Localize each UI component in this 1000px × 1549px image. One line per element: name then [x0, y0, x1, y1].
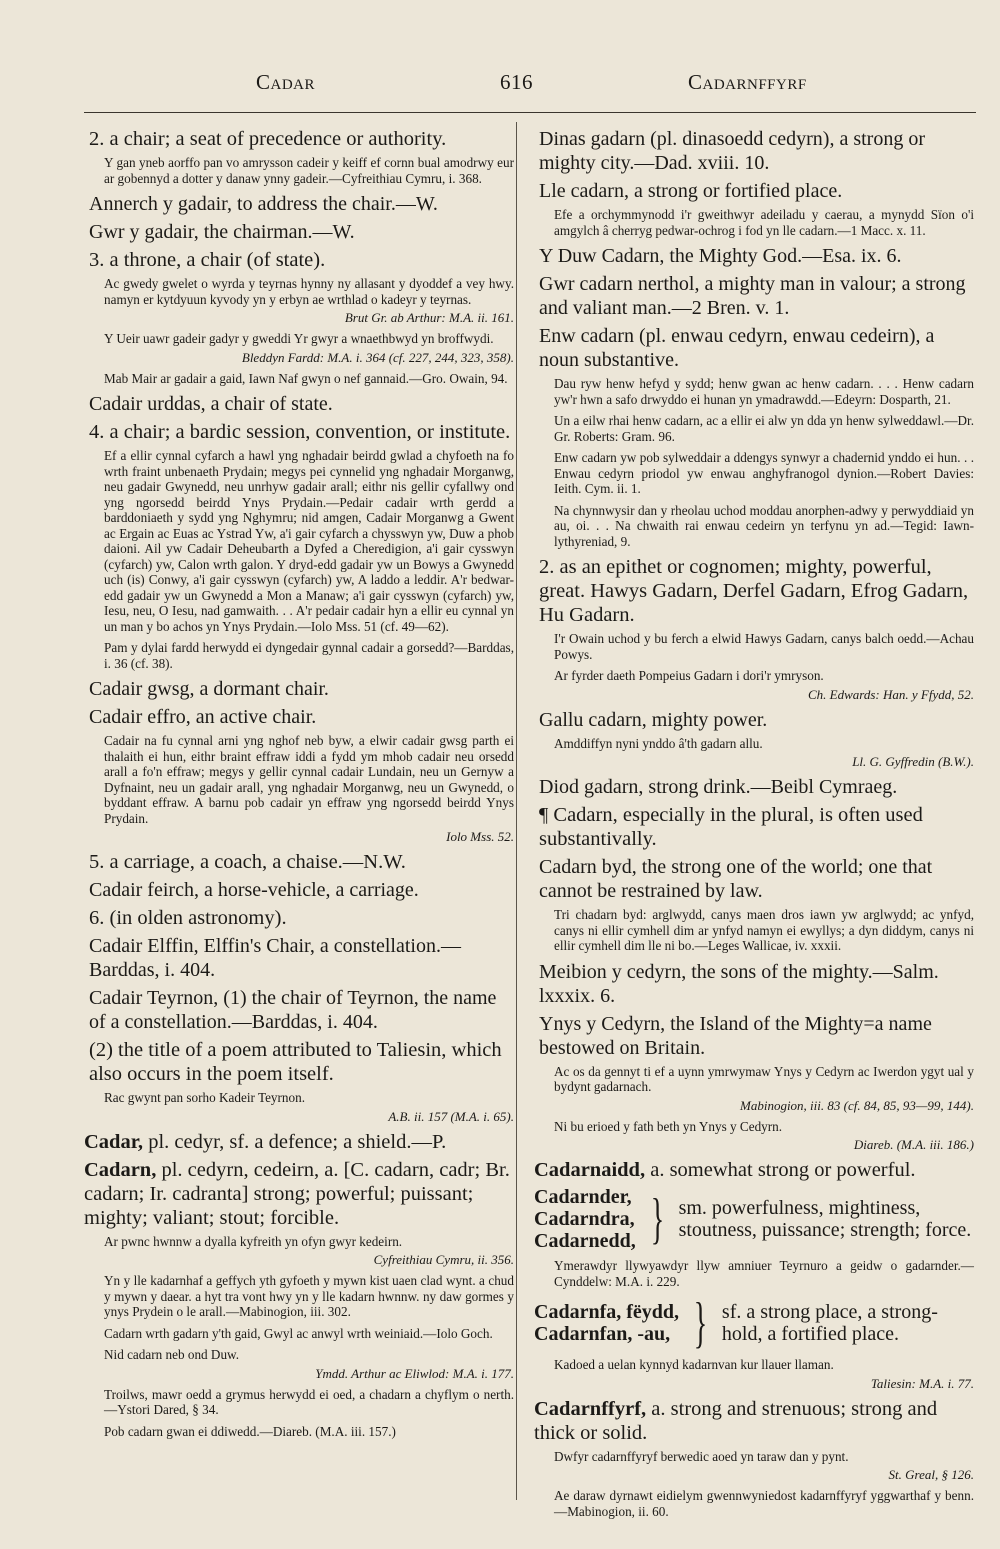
sense-definition: 2. a chair; a seat of precedence or authority. — [89, 128, 447, 150]
citation: Ni bu erioed y fath beth yn Ynys y Cedyrn. — [554, 1118, 783, 1134]
headword: Cadarnfan, -au, — [534, 1323, 671, 1345]
headword-group — [534, 1186, 974, 1252]
headword-entry — [84, 1130, 514, 1154]
citation: Yn y lle kadarnhaf a geffych yth gyfoeth y mywn kist uaen clad wynt. a chud y mywn y daear. a hyt tra vont hwy yn y lle kadarn hwnnw. ny daw gormes y ynys Prydein o le arall.—Mabinogion, iii. 302. — [104, 1273, 514, 1319]
headword-definition: a. somewhat strong or powerful. — [645, 1159, 916, 1181]
citation: Y Ueir uawr gadeir gadyr y gweddi Yr gwyr a wnaethbwyd yn broffwydi. — [104, 331, 494, 346]
phrase-definition: Cadair Teyrnon, (1) the chair of Teyrnon, the name of a constellation.—Barddas, i. 404. — [89, 987, 497, 1033]
citation-source: Ch. Edwards: Han. y Ffydd, 52. — [808, 686, 974, 702]
headword: Cadarnfa, fëydd, — [534, 1301, 680, 1323]
sense-definition: 5. a carriage, a coach, a chaise.—N.W. — [89, 851, 406, 873]
citation-source: Taliesin: M.A. i. 77. — [870, 1375, 974, 1391]
headword-entry — [84, 1158, 514, 1230]
phrase-definition: Gwr cadarn nerthol, a mighty man in valour; a strong and valiant man.—2 Bren. v. 1. — [539, 273, 966, 319]
citation: Ae daraw dyrnawt eidielym gwennwyniedost kadarnffyryf yggwarthaf y benn.—Mabinogion, ii. 60. — [554, 1488, 974, 1519]
citation: Ac os da gennyt ti ef a uynn ymrwymaw Ynys y Cedyrn ac Iwerdon ygyt ual y bydynt gadarnach. — [554, 1063, 974, 1094]
page-number: 616 — [500, 70, 533, 94]
citation: Na chynnwysir dan y rheolau uchod moddau anorphen-adwy y perwyddiaid yn au, oi. . . Na chwaith rai enwau cedeirn yn terfynu yn ad.—Tegid: Iawn-lythyreniad, 9. — [554, 502, 974, 549]
citation: Dau ryw henw hefyd y sydd; henw gwan ac henw cadarn. . . . Henw cadarn yw'r hwn a safo drwyddo ei hunan yn ymadrawdd.—Edeyrn: Dosparth, 21. — [554, 376, 974, 407]
column-divider — [516, 122, 517, 1500]
citation-source: Bleddyn Fardd: M.A. i. 364 (cf. 227, 244, 323, 358). — [241, 349, 514, 365]
phrase-definition: Annerch y gadair, to address the chair.—W. — [89, 193, 438, 215]
sense-definition: 6. (in olden astronomy). — [89, 907, 287, 929]
sense-definition: (2) the title of a poem attributed to Taliesin, which also occurs in the poem itself. — [89, 1039, 502, 1085]
citation: Nid cadarn neb ond Duw. — [104, 1347, 240, 1362]
citation-source: Ll. G. Gyffredin (B.W.). — [852, 754, 974, 769]
brace: } — [693, 1292, 708, 1354]
citation: Tri chadarn byd: arglwydd, canys maen dros iawn yw arglwydd; ac ynfyd, canys ni ellir cymhell dim ar ynfyd namyn ei ewyllys; a dyn diddym, canys ni ellir cymhell dim lle ni bo.—Leges Wallicae, iv. xxxii. — [554, 907, 974, 953]
phrase-definition: Lle cadarn, a strong or fortified place. — [539, 180, 843, 202]
sense-definition: ¶ Cadarn, especially in the plural, is often used substantivally. — [539, 804, 923, 850]
headword-variants — [534, 1301, 679, 1345]
citation: Efe a orchymmynodd i'r gweithwyr adeiladu y caerau, a mynydd Sïon o'i amgylch â cherryg pedwar-ochrog i fod yn lle cadarn.—1 Macc. x. 11. — [554, 207, 974, 238]
headword-definition: pl. cedyr, sf. a defence; a shield.—P. — [143, 1130, 447, 1153]
headword: Cadarnaidd, — [534, 1159, 646, 1181]
right-column — [534, 124, 974, 1525]
citation: Dwfyr cadarnffyryf berwedic aoed yn taraw dan y pynt. — [554, 1448, 849, 1464]
running-head-right: Cadarnffyrf — [688, 70, 807, 94]
phrase-definition: Gwr y gadair, the chairman.—W. — [89, 221, 355, 243]
phrase-definition: Cadair Elffin, Elffin's Chair, a constellation.—Barddas, i. 404. — [89, 935, 461, 981]
citation: Un a eilw rhai henw cadarn, ac a ellir ei alw yn dda yn henw sylweddawl.—Dr. Gr. Roberts: Gram. 96. — [554, 413, 974, 444]
citation-source: Brut Gr. ab Arthur: M.A. ii. 161. — [344, 310, 514, 325]
citation-source: Iolo Mss. 52. — [446, 829, 514, 844]
phrase-definition: Enw cadarn (pl. enwau cedyrn, enwau cedeirn), a noun substantive. — [539, 325, 935, 371]
phrase-definition: Meibion y cedyrn, the sons of the mighty.—Salm. lxxxix. 6. — [539, 960, 939, 1007]
sense-definition: 2. as an epithet or cognomen; mighty, powerful, great. Hawys Gadarn, Derfel Gadarn, Efrog Gadarn, Hu Gadarn. — [539, 556, 969, 626]
headword: Cadarnedd, — [534, 1230, 636, 1252]
citation: Kadoed a uelan kynnyd kadarnvan kur llauer llaman. — [554, 1357, 834, 1372]
header-rule — [84, 112, 976, 113]
phrase-definition: Gallu cadarn, mighty power. — [539, 708, 768, 731]
citation: Rac gwynt pan sorho Kadeir Teyrnon. — [104, 1090, 305, 1105]
citation: Y gan yneb aorffo pan vo amrysson cadeir y keiff ef cornn bual amodrwy eur ar gobennyd a dotter y danaw ynny gadeir.—Cyfreithiau Cymru, i. 368. — [104, 155, 514, 186]
citation: Cadair na fu cynnal arni yng nghof neb byw, a elwir cadair gwsg parth ei thalaith ei hun, eithr braint effraw iddi a fydd ym mhob cadair neu orsedd arall a fo'n effraw; megys y gellir cynnal cadair Lundain, neu un Gernyw a Dyfnaint, neu un gadair arall, yng nghadair Morganwg, neu un Gwynedd, o byddant effraw. A barnu pob cadair yn effraw yng ngorsedd beirdd Ynys Prydain. — [104, 733, 514, 826]
citation-source: Mabinogion, iii. 83 (cf. 84, 85, 93—99, 144). — [740, 1097, 974, 1113]
phrase-definition: Cadair effro, an active chair. — [89, 706, 317, 728]
citation-source: Ymdd. Arthur ac Eliwlod: M.A. i. 177. — [315, 1365, 514, 1381]
citation: Troilws, mawr oedd a grymus herwydd ei oed, a chadarn a chyflym o nerth.—Ystori Dared, § 34. — [104, 1386, 514, 1417]
citation: I'r Owain uchod y bu ferch a elwid Hawys Gadarn, canys balch oedd.—Achau Powys. — [554, 631, 974, 662]
sense-definition: 3. a throne, a chair (of state). — [89, 249, 326, 271]
headword: Cadarnffyrf, — [534, 1397, 647, 1420]
citation: Ef a ellir cynnal cyfarch a hawl yng nghadair beirdd gwlad a chyfoeth na fo wrth fraint unbenaeth Prydain; megys pei cynnelid yng nghadair Morganwg, neu gadair Gwynedd, neu unrhyw gadair arall; eithr nis gellir cyfallwy ond yng ngorsedd beirdd Ynys Prydain.—Pedair cadair wrth gerdd a barddoniaeth y sydd yng Nghymru; nid amgen, Cadair Morganwg a Gwent ac Ergain ac Euas ac Ystrad Yw, a'i gair cyfarch a chysswyn yw, Duw a phob daioni. Ail yw Cadair Deheubarth a Dyfed a Cheredigion, a'i gair cysswyn (cyfarch) yw, Calon wrth galon. Y dryd-edd gadair yw un Bowys a Gwynedd uch (is) Conwy, a'i gair cysswyn (cyfarch) yw, A laddo a leddir. A'r bedwar-edd gadair yw un Gwynedd a Mon a Manaw; a'i gair cysswyn (cyfarch) yw, Iesu, neu, O Iesu, nad gamwaith. . . A'r pedair cadair hyn a ellir eu cynnal yn un man y bo achos yn Ynys Prydain.—Iolo Mss. 51 (cf. 49—62). — [104, 448, 514, 634]
citation: Ar pwnc hwnnw a dyalla kyfreith yn ofyn gwyr kedeirn. — [104, 1233, 403, 1249]
headword-group — [534, 1292, 974, 1354]
citation: Pam y dylai fardd herwydd ei dyngedair gynnal cadair a gorsedd?—Barddas, i. 36 (cf. 38). — [104, 640, 514, 671]
phrase-definition: Dinas gadarn (pl. dinasoedd cedyrn), a strong or mighty city.—Dad. xviii. 10. — [539, 128, 925, 174]
headword: Cadarndra, — [534, 1208, 635, 1230]
citation: Enw cadarn yw pob sylweddair a ddengys synwyr a chadernid ynddo ei hun. . . Enwau cedyrn priodol yw enwau anghyfranogol dynion.—Robert Davies: Ieith. Cym. ii. 1. — [554, 450, 974, 496]
headword-variants — [534, 1186, 636, 1252]
citation-source: Cyfreithiau Cymru, ii. 356. — [373, 1252, 514, 1267]
phrase-definition: Cadarn byd, the strong one of the world; one that cannot be restrained by law. — [539, 856, 933, 902]
headword: Cadar, — [84, 1130, 144, 1153]
headword: Cadarnder, — [534, 1186, 632, 1208]
headword-definition: sf. a strong place, a strong-hold, a fortified place. — [721, 1301, 938, 1345]
brace: } — [650, 1188, 664, 1250]
left-column — [84, 124, 514, 1445]
phrase-definition: Diod gadarn, strong drink.—Beibl Cymraeg. — [539, 776, 898, 798]
citation: Cadarn wrth gadarn y'th gaid, Gwyl ac anwyl wrth weiniaid.—Iolo Goch. — [104, 1325, 493, 1341]
running-head-left: Cadar — [256, 70, 316, 94]
headword: Cadarn, — [84, 1158, 157, 1181]
phrase-definition: Y Duw Cadarn, the Mighty God.—Esa. ix. 6. — [539, 245, 902, 267]
citation: Pob cadarn gwan ei ddiwedd.—Diareb. (M.A. iii. 157.) — [104, 1423, 396, 1439]
citation-source: Diareb. (M.A. iii. 186.) — [853, 1137, 974, 1152]
phrase-definition: Cadair urddas, a chair of state. — [89, 393, 333, 415]
citation: Ar fyrder daeth Pompeius Gadarn i dori'r ymryson. — [554, 668, 824, 683]
headword-entry — [534, 1158, 974, 1182]
citation-source: A.B. ii. 157 (M.A. i. 65). — [388, 1108, 514, 1124]
citation: Amddiffyn nyni ynddo â'th gadarn allu. — [554, 735, 763, 751]
headword-definition: a. strong and strenuous; strong and thick or solid. — [534, 1397, 938, 1444]
phrase-definition: Cadair feirch, a horse-vehicle, a carriage. — [89, 879, 419, 901]
citation: Ac gwedy gwelet o wyrda y teyrnas hynny ny allasant y dyoddef a vey hwy. namyn er kytdyuun kyvody yn y erbyn ae wrthlad o kadeyr y teyrnas. — [104, 276, 514, 307]
citation: Mab Mair ar gadair a gaid, Iawn Naf gwyn o nef gannaid.—Gro. Owain, 94. — [104, 370, 508, 386]
headword-definition: pl. cedyrn, cedeirn, a. [C. cadarn, cadr; Br. cadarn; Ir. cadranta] strong; powerful; puissant; mighty; valiant; stout; forcible. — [84, 1158, 510, 1229]
citation-source: St. Greal, § 126. — [888, 1467, 974, 1482]
phrase-definition: Ynys y Cedyrn, the Island of the Mighty=a name bestowed on Britain. — [539, 1012, 932, 1059]
sense-definition: 4. a chair; a bardic session, convention, or institute. — [89, 421, 511, 443]
citation: Ymerawdyr llywyawdyr llyw amniuer Teyrnuro a geidw o gadarnder.—Cynddelw: M.A. i. 229. — [554, 1258, 974, 1289]
headword-entry — [534, 1397, 974, 1445]
phrase-definition: Cadair gwsg, a dormant chair. — [89, 678, 329, 700]
headword-definition: sm. powerfulness, mightiness, stoutness, puissance; strength; force. — [678, 1197, 972, 1241]
